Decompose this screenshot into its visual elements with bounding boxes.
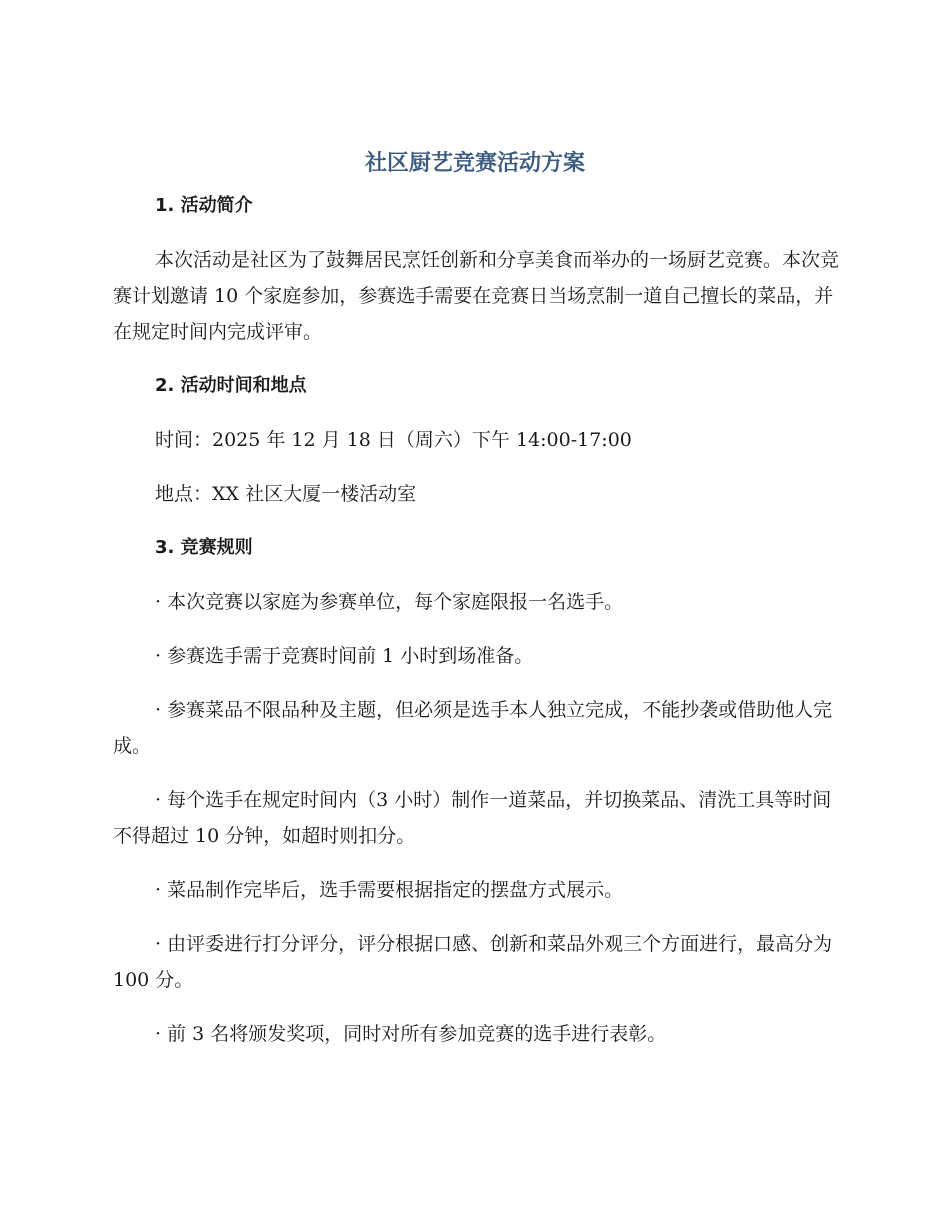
intro-paragraph: 本次活动是社区为了鼓舞居民烹饪创新和分享美食而举办的一场厨艺竞赛。本次竞赛计划邀请 10 个家庭参加，参赛选手需要在竞赛日当场烹制一道自己擅长的菜品，并在规定时间内完成评审。 [113, 249, 840, 343]
event-time: 时间：2025 年 12 月 18 日（周六）下午 14:00-17:00 [155, 429, 632, 451]
rule-item: · 参赛菜品不限品种及主题，但必须是选手本人独立完成，不能抄袭或借助他人完成。 [113, 699, 833, 757]
rule-item: · 每个选手在规定时间内（3 小时）制作一道菜品，并切换菜品、清洗工具等时间不得超过 10 分钟，如超时则扣分。 [113, 789, 832, 847]
rule-item: · 由评委进行打分评分，评分根据口感、创新和菜品外观三个方面进行，最高分为 100 分。 [113, 933, 833, 991]
document-title: 社区厨艺竞赛活动方案 [364, 151, 585, 176]
rule-item: · 前 3 名将颁发奖项，同时对所有参加竞赛的选手进行表彰。 [155, 1023, 667, 1045]
section-heading-time-place: 2. 活动时间和地点 [155, 375, 307, 396]
rule-item: · 菜品制作完毕后，选手需要根据指定的摆盘方式展示。 [155, 879, 624, 901]
section-heading-intro: 1. 活动简介 [155, 195, 253, 216]
rule-item: · 参赛选手需于竞赛时间前 1 小时到场准备。 [155, 645, 534, 667]
document-body [113, 188, 839, 1052]
section-heading-rules: 3. 竞赛规则 [155, 537, 253, 558]
rule-item: · 本次竞赛以家庭为参赛单位，每个家庭限报一名选手。 [155, 591, 624, 613]
event-place: 地点：XX 社区大厦一楼活动室 [155, 483, 417, 505]
